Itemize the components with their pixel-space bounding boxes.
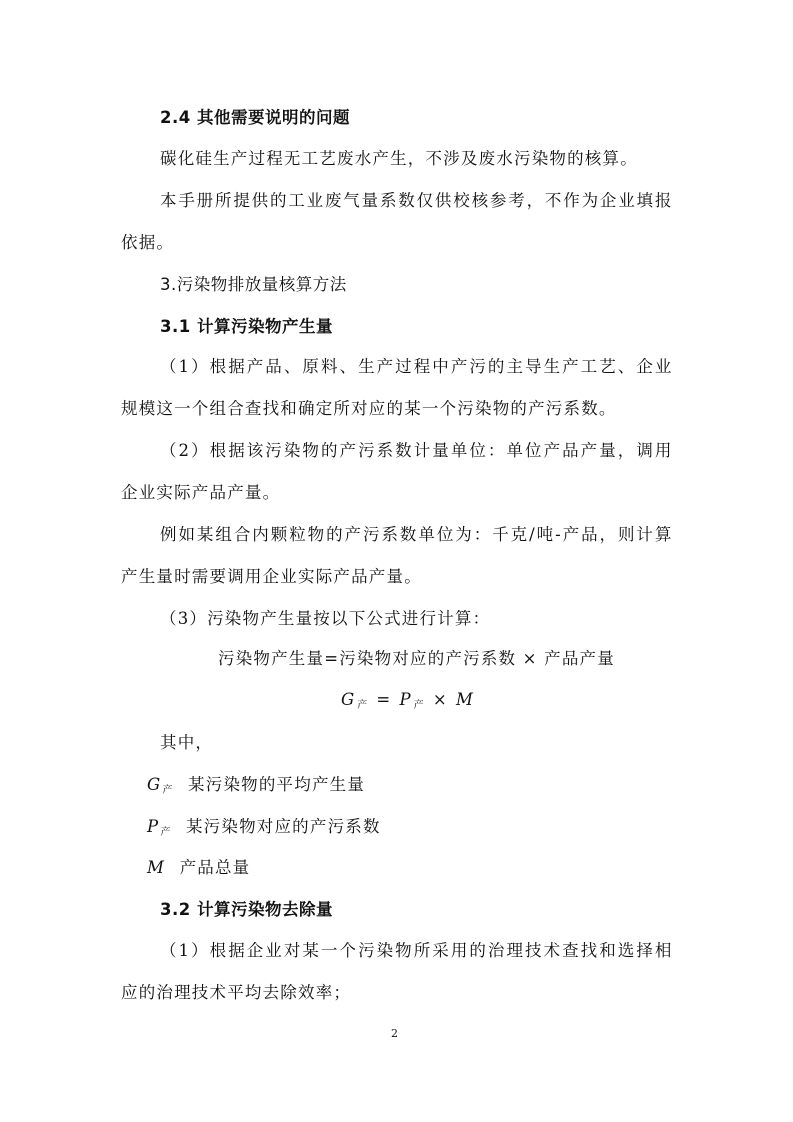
formula-g-subscript: 产 [357,700,370,711]
formula-p-subscript: 产 [413,700,426,711]
definition-m-text: 产品总量 [179,858,251,877]
definition-p-symbol: P [147,817,160,836]
formula-p: P [399,690,413,709]
formula-equals: = [369,690,400,709]
section-3-2-item-1-line-1: （1）根据企业对某一个污染物所采用的治理技术查找和选择相 [160,941,672,960]
formula-m: M [455,690,475,709]
definition-g-subscript: 产 [162,785,174,796]
section-3-2-item-1-line-2: 应的治理技术平均去除效率； [121,983,352,1002]
definition-p-text: 某污染物对应的产污系数 [185,817,381,836]
section-3-1-item-1-line-2: 规模这一个组合查找和确定所对应的某一个污染物的产污系数。 [121,399,617,418]
section-3-heading: 3.污染物排放量核算方法 [160,275,347,294]
section-3-1-item-1-line-1: （1）根据产品、原料、生产过程中产污的主导生产工艺、企业 [160,357,672,376]
section-3-1-example-line-1: 例如某组合内颗粒物的产污系数单位为：千克/吨-产品，则计算 [160,525,672,544]
section-3-1-heading: 3.1 计算污染物产生量 [160,317,333,336]
section-3-1-item-2-line-2: 企业实际产品产量。 [121,483,281,502]
section-2-4-paragraph-2-line-1: 本手册所提供的工业废气量系数仅供校核参考，不作为企业填报 [160,191,672,210]
definition-m-symbol: M [147,858,166,877]
page-number: 2 [391,1027,398,1040]
definition-p-subscript: 产 [160,827,172,838]
section-3-1-example-line-2: 产生量时需要调用企业实际产品产量。 [121,567,422,586]
section-2-4-paragraph-2-line-2: 依据。 [121,233,175,252]
definition-p [147,815,381,845]
definition-g [147,773,365,803]
formula-times: × [425,690,456,709]
where-label: 其中， [160,733,214,752]
section-3-1-item-3: （3）污染物产生量按以下公式进行计算： [160,609,491,628]
section-3-2-heading: 3.2 计算污染物去除量 [160,900,333,919]
section-2-4-paragraph-1: 碳化硅生产过程无工艺废水产生，不涉及废水污染物的核算。 [160,149,638,168]
section-3-1-item-2-line-1: （2）根据该污染物的产污系数计量单位：单位产品产量，调用 [160,441,672,460]
definition-g-text: 某污染物的平均产生量 [188,775,366,794]
definition-g-symbol: G [147,775,162,794]
formula [341,688,475,718]
formula-description: 污染物产生量=污染物对应的产污系数 × 产品产量 [218,649,615,668]
formula-g: G [341,690,357,709]
section-2-4-heading: 2.4 其他需要说明的问题 [160,108,350,127]
definition-m [147,856,250,880]
